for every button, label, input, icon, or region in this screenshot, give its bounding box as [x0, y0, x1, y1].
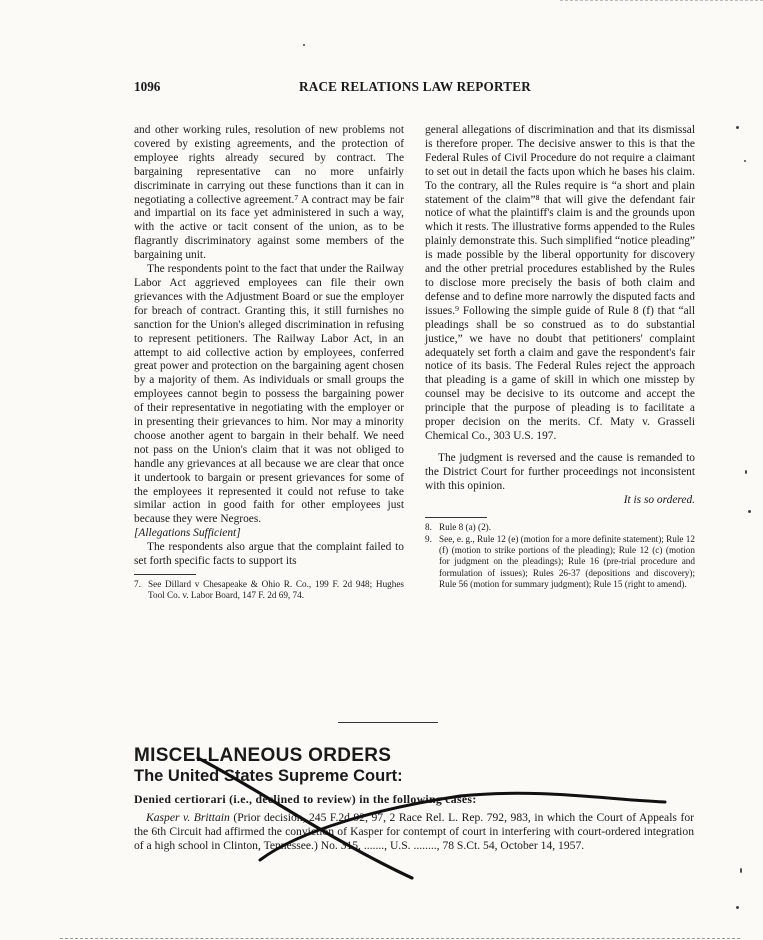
- paragraph: The judgment is reversed and the cause is remanded to the District Court for further proceedings not inconsistent with this opinion.: [425, 451, 695, 492]
- footnote-text: See Dillard v Chesapeake & Ohio R. Co., 199 F. 2d 948; Hughes Tool Co. v. Labor Board, 147 F. 2d 69, 74.: [148, 579, 404, 601]
- right-column: [425, 124, 695, 590]
- footnote: [134, 579, 404, 602]
- court-heading: The United States Supreme Court:: [134, 767, 403, 785]
- footnotes: [425, 522, 695, 590]
- scan-speck: [303, 44, 305, 46]
- scan-speck: [740, 868, 742, 873]
- case-name: Kasper v. Brittain: [146, 811, 230, 824]
- footnote-text: Rule 8 (a) (2).: [439, 522, 492, 533]
- misc-orders-title: MISCELLANEOUS ORDERS: [134, 745, 392, 766]
- footnote-text: See, e. g., Rule 12 (e) (motion for a more definite statement); Rule 12 (f) (motion to strike portions of the pleading); Rule 12 (c) (motion for judgment on the pleadings); Rule 16 (pre-trial procedure and formulation of issues); Rules 26-37 (depositions and discovery); Rule 56 (motion for summary judgment); Rule 15 (right to amend).: [439, 533, 695, 589]
- page-header: [134, 79, 694, 95]
- section-heading: [Allegations Sufficient]: [134, 527, 241, 540]
- paragraph: The respondents point to the fact that under the Railway Labor Act aggrieved employees can file their own grievances with the Adjustment Board or sue the employer for breach of contract. Granting this, it still furnishes no sanction for the Union's alleged discrimination in refusing to represent petitioners. The Railway Labor Act, in an attempt to aid collective action by employees, conferred great power and protection on the bargaining agent chosen by a majority of them. As individuals or small groups the employees cannot begin to possess the bargaining power of their representative in negotiating with the employer or in presenting their grievances to him. Nor may a minority choose another agent to bargain in their behalf. We need not pass on the Union's claim that it was not obliged to handle any grievances at all because we are clear that once it undertook to bargain or present grievances for some of the employees it represented it could not refuse to take similar action in good faith for other employees just because they were Negroes.: [134, 263, 404, 526]
- scan-speck: [744, 160, 746, 162]
- scan-speck: [736, 126, 739, 129]
- footnote-rule: [134, 574, 196, 575]
- scan-edge-mark: [60, 938, 740, 939]
- footnotes: [134, 579, 404, 602]
- running-title: RACE RELATIONS LAW REPORTER: [299, 79, 531, 94]
- footnote: [425, 522, 695, 533]
- case-entry: [134, 811, 694, 854]
- scan-speck: [736, 906, 739, 909]
- footnote: [425, 534, 695, 590]
- left-column: [134, 124, 404, 602]
- closing-line: It is so ordered.: [623, 493, 695, 506]
- paragraph: and other working rules, resolution of new problems not covered by existing agreements, and the protection of employee rights already secured by contract. The bargaining representative can no more unfairly discriminate in carrying out these functions than it can in negotiating a collective agreement.⁷ A contract may be fair and impartial on its face yet administered in such a way, with the active or tacit consent of the union, as to be flagrantly discriminatory against some members of the bargaining unit.: [134, 124, 404, 262]
- scan-edge-mark: [560, 0, 763, 4]
- scan-speck: [745, 470, 747, 474]
- scan-speck: [748, 510, 751, 513]
- section-divider: [338, 722, 438, 723]
- footnote-number: 8.: [425, 522, 432, 533]
- paragraph: general allegations of discrimination and that its dismissal is therefore proper. The decisive answer to this is that the Federal Rules of Civil Procedure do not require a claimant to set out in detail the facts upon which he bases his claim. To the contrary, all the Rules require is “a short and plain statement of the claim”⁸ that will give the defendant fair notice of what the plaintiff's claim is and the grounds upon which it rests. The illustrative forms appended to the Rules plainly demonstrate this. Such simplified “notice pleading” is made possible by the liberal opportunity for discovery and the other pretrial procedures established by the Rules to disclose more precisely the basis of both claim and defense and to define more narrowly the disputed facts and issues.⁹ Following the simple guide of Rule 8 (f) that “all pleadings shall be so construed as to do substantial justice,” we have no doubt that petitioners' complaint adequately set forth a claim and gave the respondent's fair notice of its basis. The Federal Rules reject the approach that pleading is a game of skill in which one misstep by counsel may be decisive to its outcome and accept the principle that the purpose of pleading is to facilitate a proper decision on the merits. Cf. Maty v. Grasseli Chemical Co., 303 U.S. 197.: [425, 124, 695, 442]
- paragraph: The respondents also argue that the complaint failed to set forth specific facts to support its: [134, 541, 404, 568]
- denied-certiorari-label: Denied certiorari (i.e., declined to review) in the following cases:: [134, 792, 477, 806]
- footnote-rule: [425, 517, 487, 518]
- footnote-number: 7.: [134, 579, 141, 589]
- footnote-number: 9.: [425, 533, 432, 544]
- case-text: (Prior decision, 245 F.2d 92, 97, 2 Race Rel. L. Rep. 792, 983, in which the Court of Appeals for the 6th Circuit had affirmed the conviction of Kasper for contempt of court in interfering with court-ordered integration of a high school in Clinton, Tennessee.) No. 315, ......., U.S. ........, 78 S.Ct. 54, October 14, 1957.: [134, 811, 694, 853]
- page-number: 1096: [134, 79, 161, 94]
